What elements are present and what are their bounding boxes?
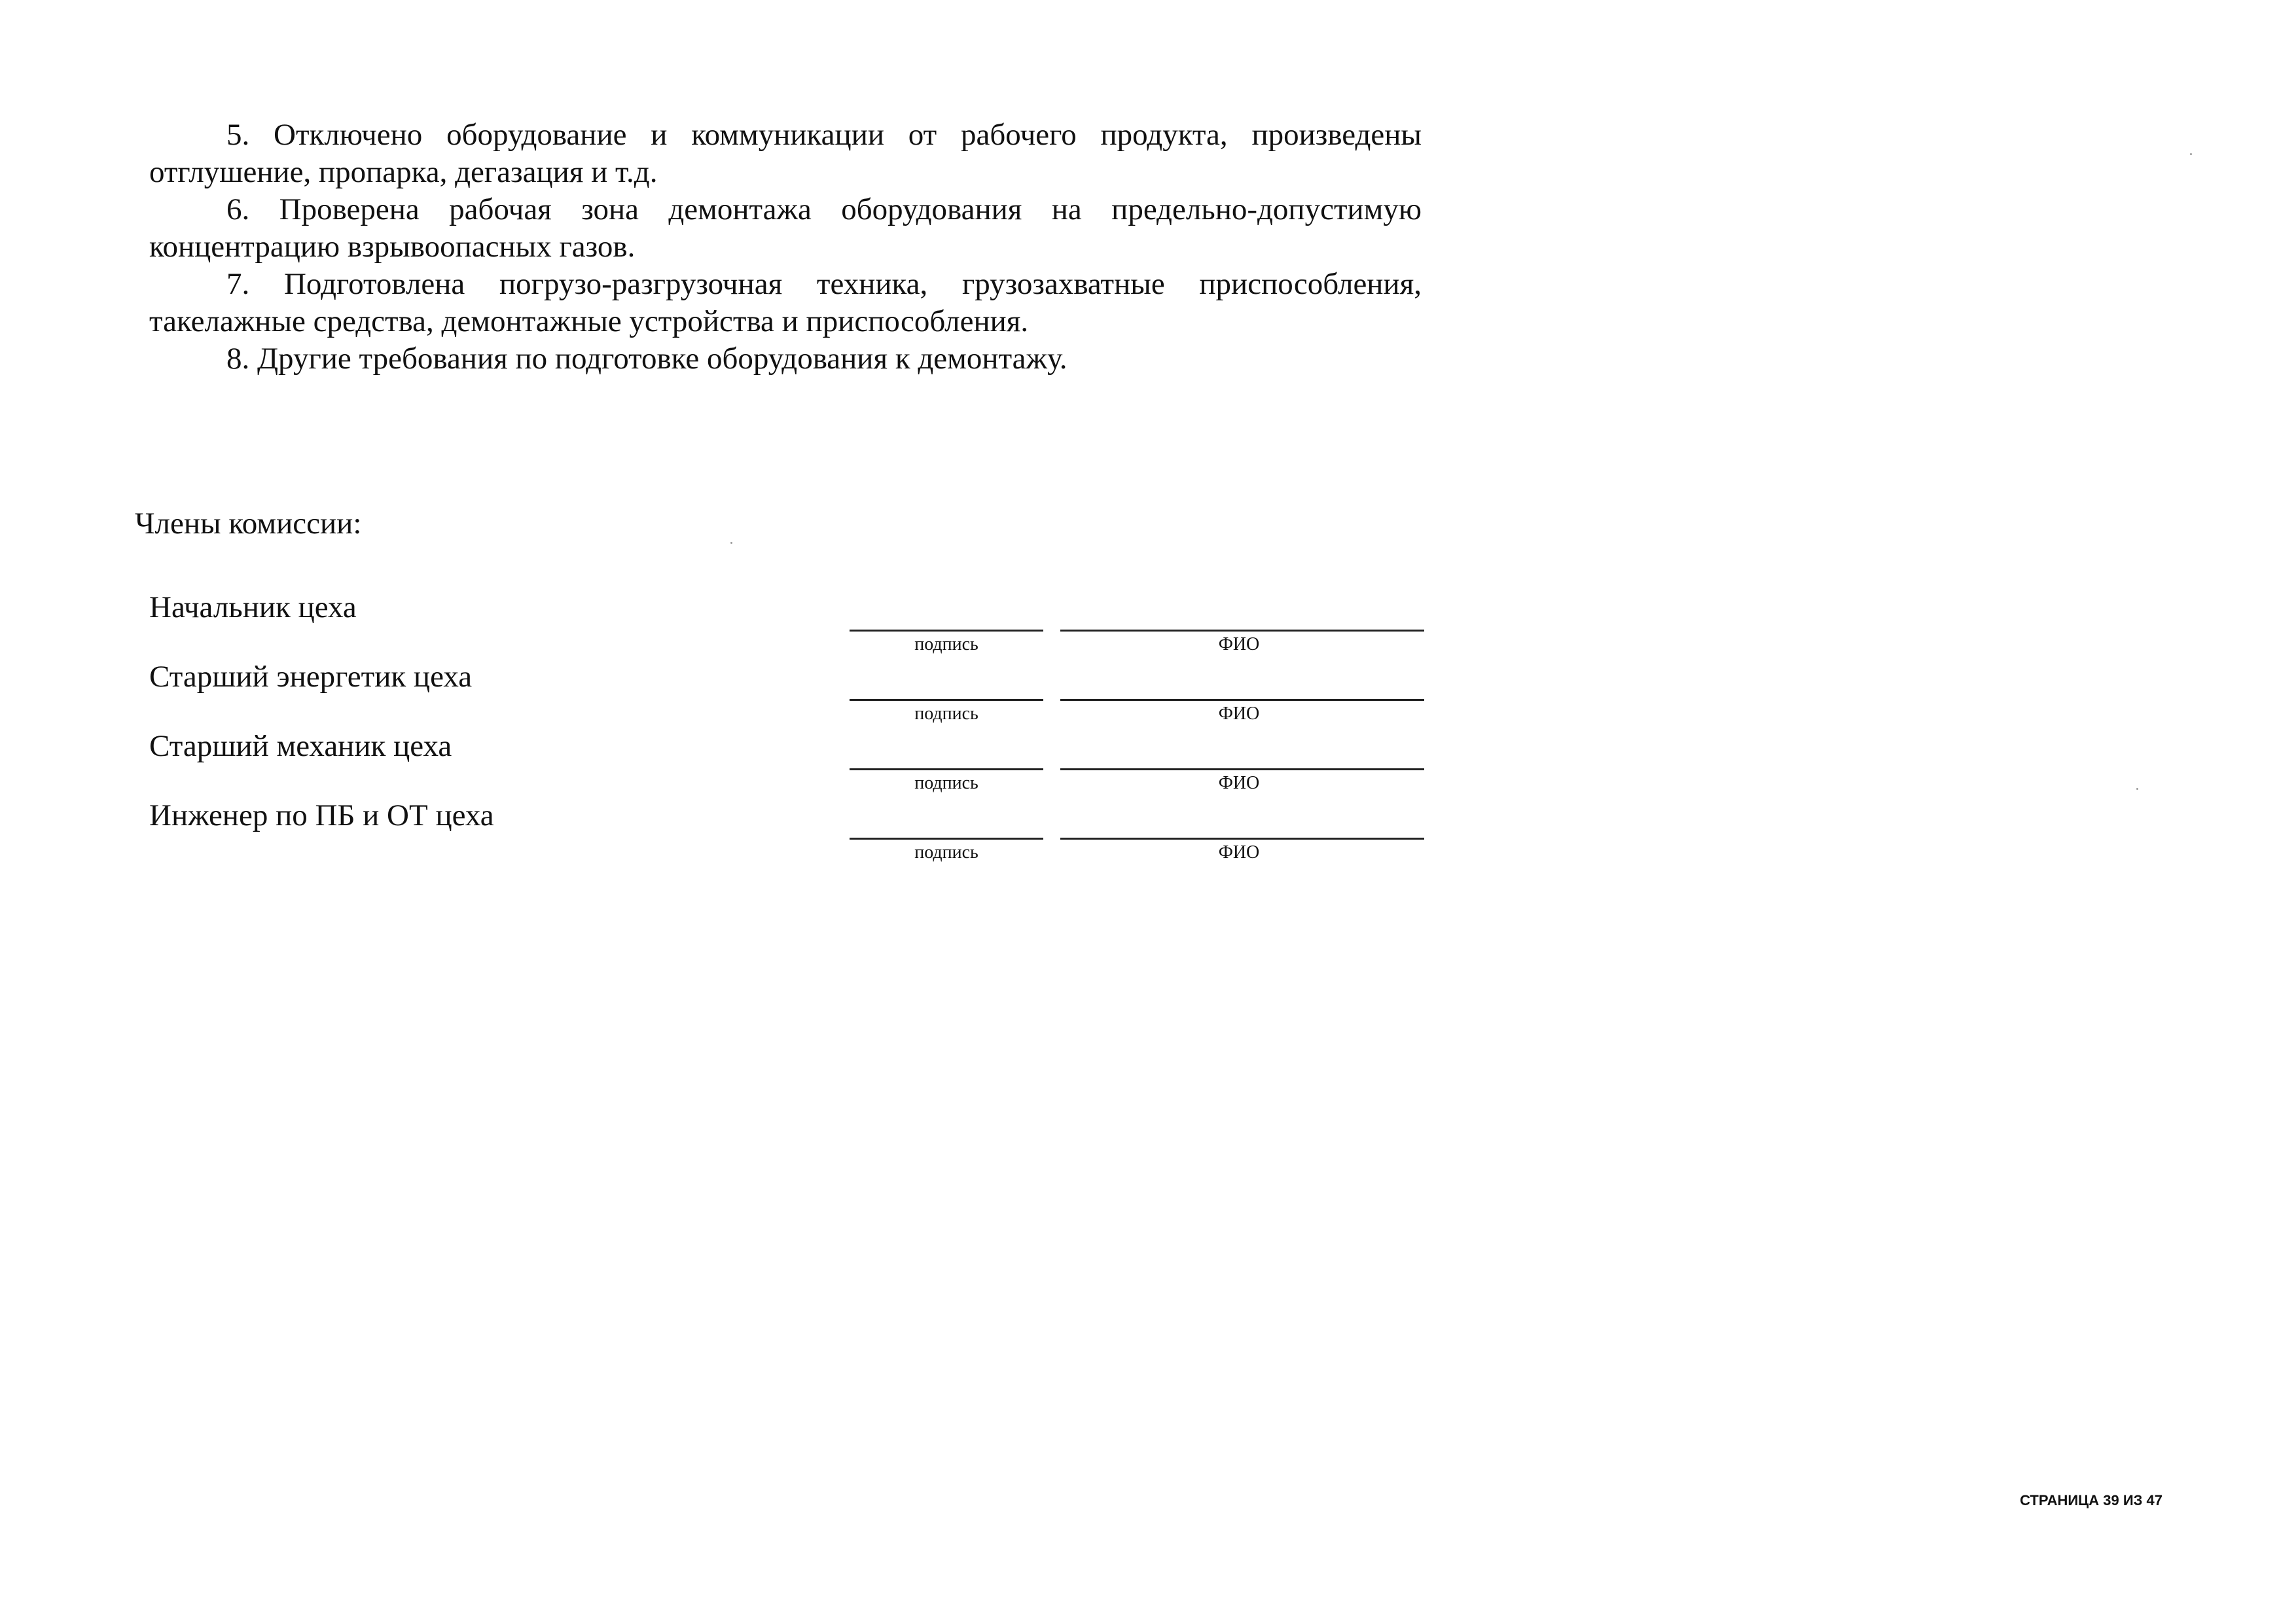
signature-line [850, 699, 1043, 724]
requirement-item-8: 8. Другие требования по подготовке оборудования к демонтажу. [226, 342, 1067, 376]
scan-speck [730, 542, 732, 544]
member-role: Старший механик цеха [149, 729, 452, 763]
page-number: СТРАНИЦА 39 ИЗ 47 [2020, 1492, 2162, 1508]
scan-speck [2190, 153, 2192, 155]
scan-speck [2136, 788, 2138, 790]
full-name-line [1060, 838, 1424, 863]
requirement-item-7: 7. Подготовлена погрузо-разгрузочная техника, грузозахватные приспособления, такелажные средства, демонтажные устройства и приспособления. [149, 267, 1422, 338]
full-name-caption: ФИО [1218, 704, 1260, 724]
full-name-caption: ФИО [1218, 842, 1260, 863]
signature-caption: подпись [914, 704, 978, 724]
signature-caption: подпись [914, 634, 978, 654]
signature-row-shop-chief [0, 589, 2296, 658]
requirements-list [149, 116, 1422, 378]
full-name-line [1060, 630, 1424, 655]
full-name-line [1060, 699, 1424, 724]
full-name-caption: ФИО [1218, 773, 1260, 793]
signature-row-senior-power-engineer [0, 658, 2296, 728]
signature-line [850, 838, 1043, 863]
signature-line [850, 768, 1043, 794]
full-name-line [1060, 768, 1424, 794]
signature-row-senior-mechanic [0, 728, 2296, 797]
full-name-caption: ФИО [1218, 634, 1260, 654]
member-role: Старший энергетик цеха [149, 660, 473, 694]
signature-caption: подпись [914, 842, 978, 863]
requirement-item-6: 6. Проверена рабочая зона демонтажа оборудования на предельно-допустимую концентрацию взрывоопасных газов. [149, 192, 1422, 264]
requirement-item-5: 5. Отключено оборудование и коммуникации от рабочего продукта, произведены отглушение, пропарка, дегазация и т.д. [149, 118, 1422, 189]
member-role: Начальник цеха [149, 590, 357, 624]
signature-caption: подпись [914, 773, 978, 793]
signature-row-safety-engineer [0, 797, 2296, 866]
member-role: Инженер по ПБ и ОТ цеха [149, 798, 494, 832]
signature-line [850, 630, 1043, 655]
commission-title: Члены комиссии: [135, 507, 362, 541]
